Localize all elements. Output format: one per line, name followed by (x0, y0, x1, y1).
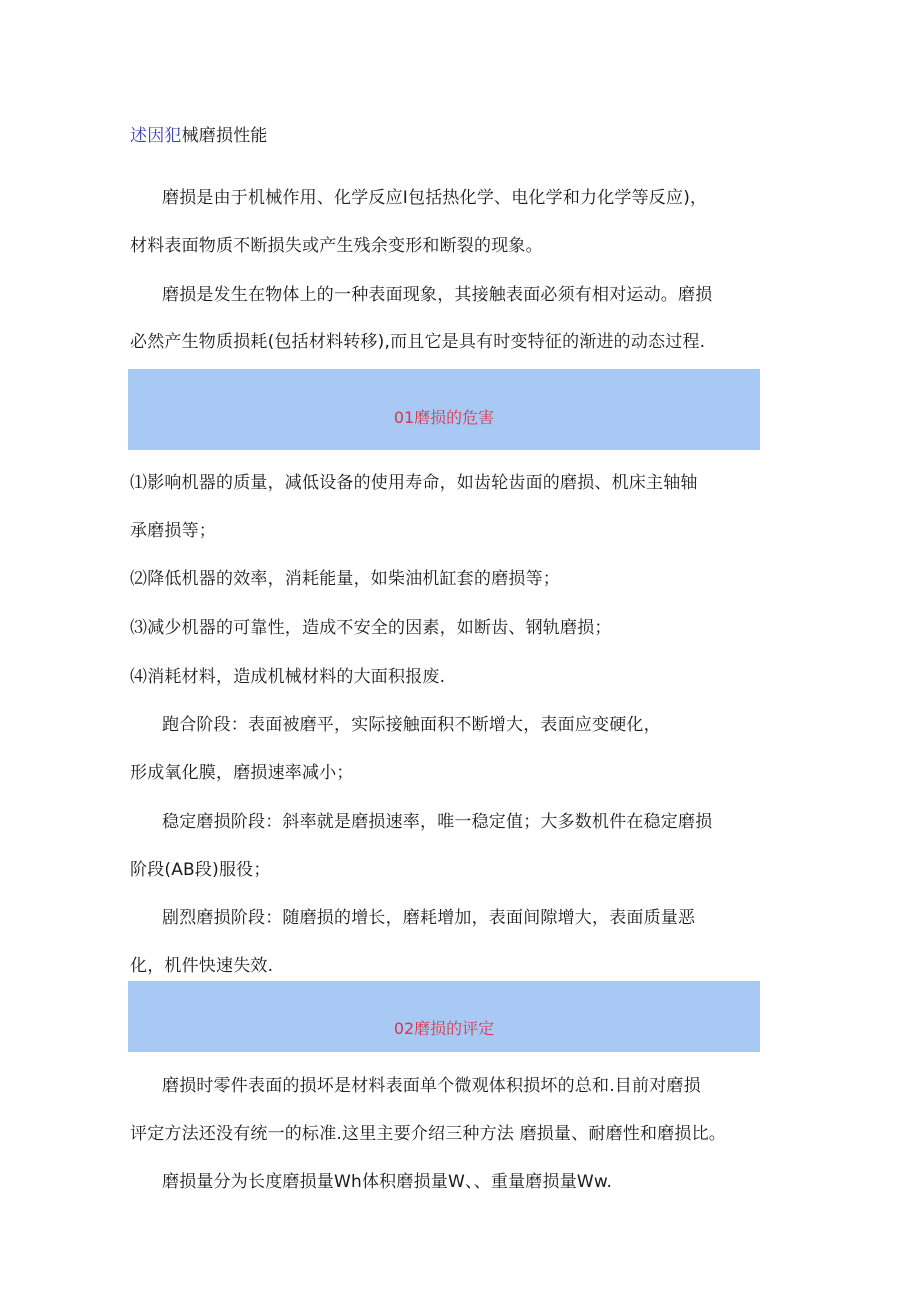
stage-run-in-line2: 形成氧化膜，磨损速率减小； (130, 763, 354, 783)
document-title (130, 125, 268, 147)
intro-p2-line2: 必然产生物质损耗(包括材料转移),而且它是具有时变特征的渐进的动态过程. (130, 332, 706, 352)
evaluation-p1-line2: 评定方法还没有统一的标准.这里主要介绍三种方法 磨损量、耐磨性和磨损比。 (130, 1124, 727, 1144)
stage-run-in-line1: 跑合阶段：表面被磨平，实际接触面积不断增大，表面应变硬化， (162, 715, 661, 735)
evaluation-p2: 磨损量分为长度磨损量Wh体积磨损量W、、重量磨损量Ww. (162, 1172, 613, 1192)
section2-heading: 02磨损的评定 (393, 1019, 495, 1038)
intro-p1-line2: 材料表面物质不断损失或产生残余变形和断裂的现象。 (130, 236, 543, 256)
hazard-item-3: ⑶减少机器的可靠性，造成不安全的因素，如断齿、钢轨磨损； (130, 618, 612, 638)
stage-severe-line1: 剧烈磨损阶段：随磨损的增长，磨耗增加，表面间隙增大，表面质量恶 (162, 908, 696, 928)
stage-stable-line2: 阶段(AB段)服役； (130, 860, 271, 880)
section1-banner (128, 369, 760, 450)
hazard-item-2: ⑵降低机器的效率，消耗能量，如柴油机缸套的磨损等； (130, 569, 560, 589)
section2-banner (128, 981, 760, 1052)
evaluation-p1-line1: 磨损时零件表面的损坏是材料表面单个微观体积损坏的总和.目前对磨损 (162, 1076, 701, 1096)
hazard-item-1-line1: ⑴影响机器的质量，减低设备的使用寿命，如齿轮齿面的磨损、机床主轴轴 (130, 473, 698, 493)
intro-p2-line1: 磨损是发生在物体上的一种表面现象，其接触表面必须有相对运动。磨损 (162, 285, 713, 305)
hazard-item-4: ⑷消耗材料，造成机械材料的大面积报废. (130, 667, 446, 687)
hazard-item-1-line2: 承磨损等； (130, 521, 216, 541)
stage-stable-line1: 稳定磨损阶段：斜率就是磨损速率，唯一稳定值；大多数机件在稳定磨损 (162, 812, 713, 832)
section1-heading: 01磨损的危害 (393, 408, 495, 427)
stage-severe-line2: 化，机件快速失效. (130, 956, 274, 976)
title-black-part: 械磨损性能 (181, 126, 268, 146)
intro-p1-line1: 磨损是由于机械作用、化学反应I包括热化学、电化学和力化学等反应)， (162, 188, 708, 208)
title-blue-part: 述因犯 (130, 126, 182, 146)
